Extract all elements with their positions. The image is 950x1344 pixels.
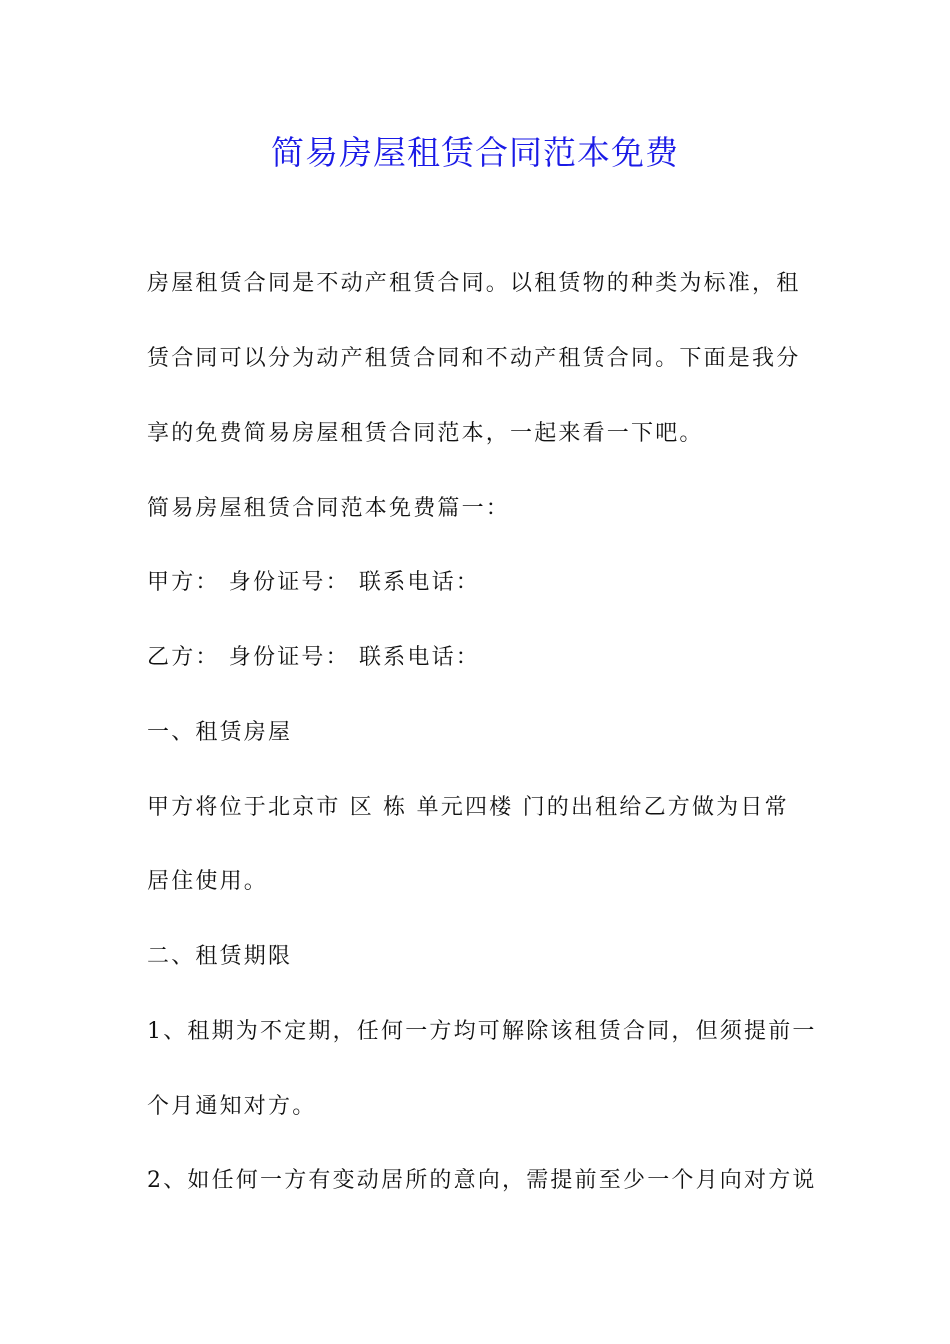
intro-paragraph-line-1: 房屋租赁合同是不动产租赁合同。以租赁物的种类为标准，租 [147,271,801,296]
clause-heading-rental-property: 一、租赁房屋 [147,720,293,745]
clause-rental-property-line-2: 居住使用。 [147,869,269,894]
intro-paragraph-line-2: 赁合同可以分为动产租赁合同和不动产租赁合同。下面是我分 [147,346,801,371]
clause-heading-rental-term: 二、租赁期限 [147,944,293,969]
term-item-1-line-2: 个月通知对方。 [147,1094,317,1119]
clause-rental-property-line-1: 甲方将位于北京市 区 栋 单元四楼 门的出租给乙方做为日常 [147,795,789,820]
term-item-2-line-1: 2、如任何一方有变动居所的意向，需提前至少一个月向对方说 [147,1168,817,1193]
section-heading-part-one: 简易房屋租赁合同范本免费篇一： [147,496,511,521]
party-a-line: 甲方： 身份证号： 联系电话： [147,570,480,595]
intro-paragraph-line-3: 享的免费简易房屋租赁合同范本，一起来看一下吧。 [147,421,704,446]
party-b-line: 乙方： 身份证号： 联系电话： [147,645,480,670]
document-title: 简易房屋租赁合同范本免费 [271,133,679,172]
term-item-1-line-1: 1、租期为不定期，任何一方均可解除该租赁合同，但须提前一 [147,1019,817,1044]
